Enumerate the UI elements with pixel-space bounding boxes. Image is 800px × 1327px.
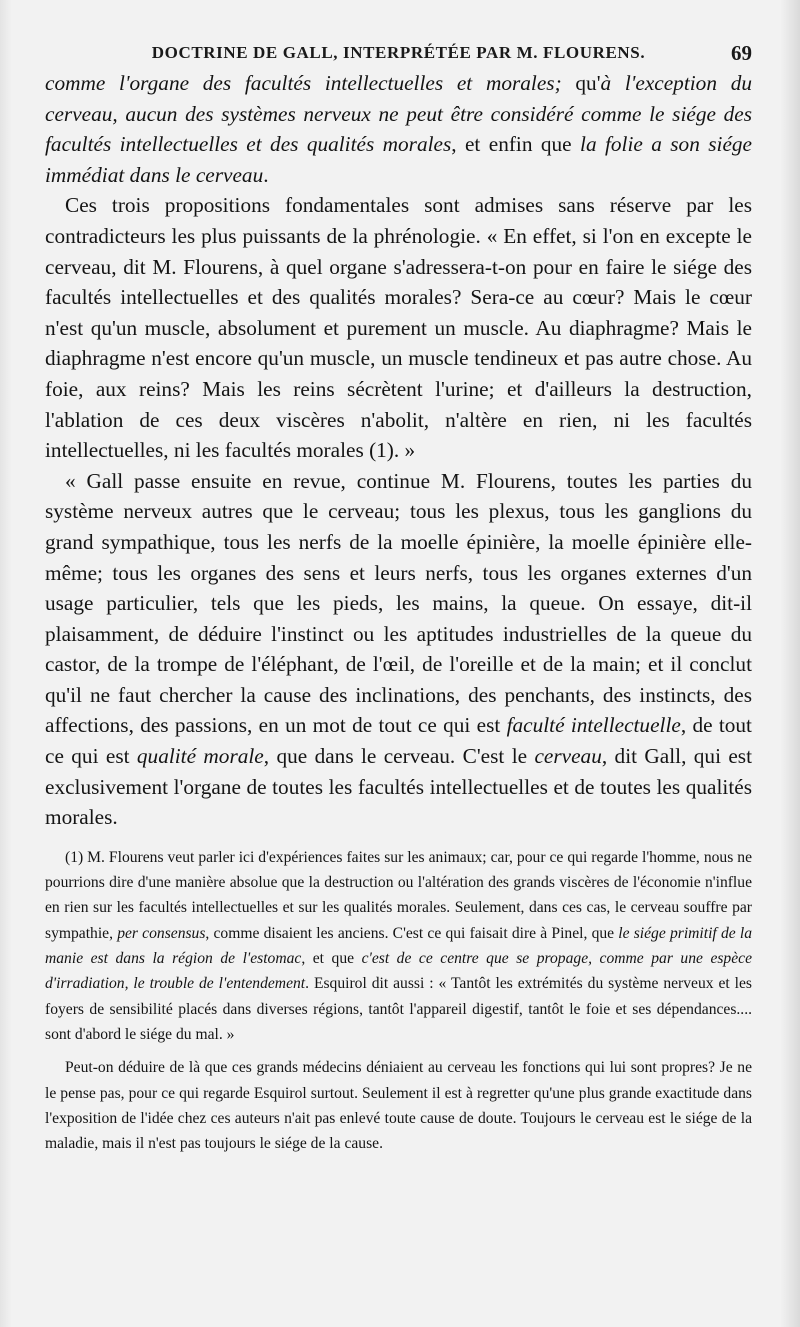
footnotes (45, 845, 752, 1157)
text-run: « Gall passe ensuite en revue, continue M. Flourens, toutes les parties du système nerveux autres que le cerveau; tous les plexus, tous les ganglions du grand sympathique, tous les nerfs de la moelle épinière, la moelle épinière elle-même; tous les organes des sens et leurs nerfs, tous les organes externes d'un usage particulier, tels que les pieds, les mains, la queue. On essaye, dit-il plaisamment, de déduire l'instinct ou les aptitudes industrielles de la queue du castor, de la trompe de l'éléphant, de l'œil, de l'oreille et de la main; et il conclut qu'il ne faut chercher la cause des inclinations, des penchants, des instincts, des affections, des passions, en un mot de tout ce qui est (45, 468, 752, 738)
running-title: DOCTRINE DE GALL, INTERPRÉTÉE PAR M. FLOURENS. (151, 43, 646, 62)
italic-phrase: per consensus (117, 924, 206, 942)
text-run: , de tout ce qui est (45, 713, 752, 769)
footnote-1 (45, 845, 752, 1047)
text-run: . Esquirol dit aussi : « Tantôt les extrémités du système nerveux et les foyers de sensibilité placés dans diverses régions, tantôt l'appareil digestif, tantôt le foie et ses dépendances.... sont d'abord le siége du mal. » (45, 975, 753, 1043)
running-header (45, 38, 752, 68)
italic-phrase: qualité morale (136, 744, 264, 769)
italic-phrase: à l'exception du cerveau, aucun des systèmes nerveux ne peut être considéré comme le siége des facultés intellectuelles et des qualités morales (45, 71, 752, 157)
italic-phrase: faculté intellectuelle (506, 713, 681, 738)
text-run: (1) M. Flourens veut parler ici d'expériences faites sur les animaux; car, pour ce qui regarde l'homme, nous ne pourrions dire d'une manière absolue que la destruction ou l'altération des grands viscères de l'économie n'influe en rien sur les facultés intellectuelles et sur les qualités morales. Seulement, dans ces cas, le cerveau souffre par sympathie, (45, 848, 752, 942)
italic-phrase: cerveau (534, 744, 602, 769)
text-run: qu' (561, 71, 601, 95)
text-run: , et que (301, 950, 362, 968)
text-run: . (263, 162, 269, 187)
footnote-1-continuation: Peut-on déduire de là que ces grands médecins déniaient au cerveau les fonctions qui lui sont propres? Je ne le pense pas, pour ce qui regarde Esquirol surtout. Seulement il est à regretter qu'une plus grande exactitude dans l'exposition de l'idée chez ces auteurs n'ait pas enlevé toute cause de doute. Toujours le cerveau est le siége de la maladie, mais il n'est pas toujours le siége de la cause. (45, 1059, 752, 1153)
text-run: , comme disaient les anciens. C'est ce qui faisait dire à Pinel, que (205, 924, 619, 942)
italic-phrase: comme l'organe des facultés intellectuelles et morales; (45, 71, 562, 95)
italic-phrase: la folie a son siége immédiat dans le cerveau (45, 132, 752, 187)
text-run: , et enfin que (451, 132, 581, 157)
text-run: , dit Gall, qui est exclusivement l'organe de toutes les facultés intellectuelles et de toutes les qualités morales. (45, 744, 753, 830)
page-number: 69 (731, 41, 752, 65)
italic-phrase: le siége primitif de la manie est dans la région de l'estomac (45, 924, 752, 968)
text-run: , que dans le cerveau. C'est le (263, 744, 535, 769)
italic-phrase: c'est de ce centre que se propage, comme par une espèce d'irradiation, le trouble de l'entendement (45, 950, 752, 993)
main-text (45, 68, 752, 833)
paragraph-continued (45, 68, 752, 190)
paragraph-gall-review (45, 466, 752, 833)
paragraph-propositions: Ces trois propositions fondamentales sont admises sans réserve par les contradicteurs les plus puissants de la phrénologie. « En effet, si l'on en excepte le cerveau, dit M. Flourens, à quel organe s'adressera-t-on pour en faire le siége des facultés intellectuelles et des qualités morales? Sera-ce au cœur? Mais le cœur n'est qu'un muscle, absolument et purement un muscle. Au diaphragme? Mais le diaphragme n'est encore qu'un muscle, un muscle tendineux et pas autre chose. Au foie, aux reins? Mais les reins sécrètent l'urine; et d'ailleurs la destruction, l'ablation de ces deux viscères n'abolit, n'altère en rien, ni les facultés intellectuelles, ni les facultés morales (1). » (45, 193, 752, 463)
